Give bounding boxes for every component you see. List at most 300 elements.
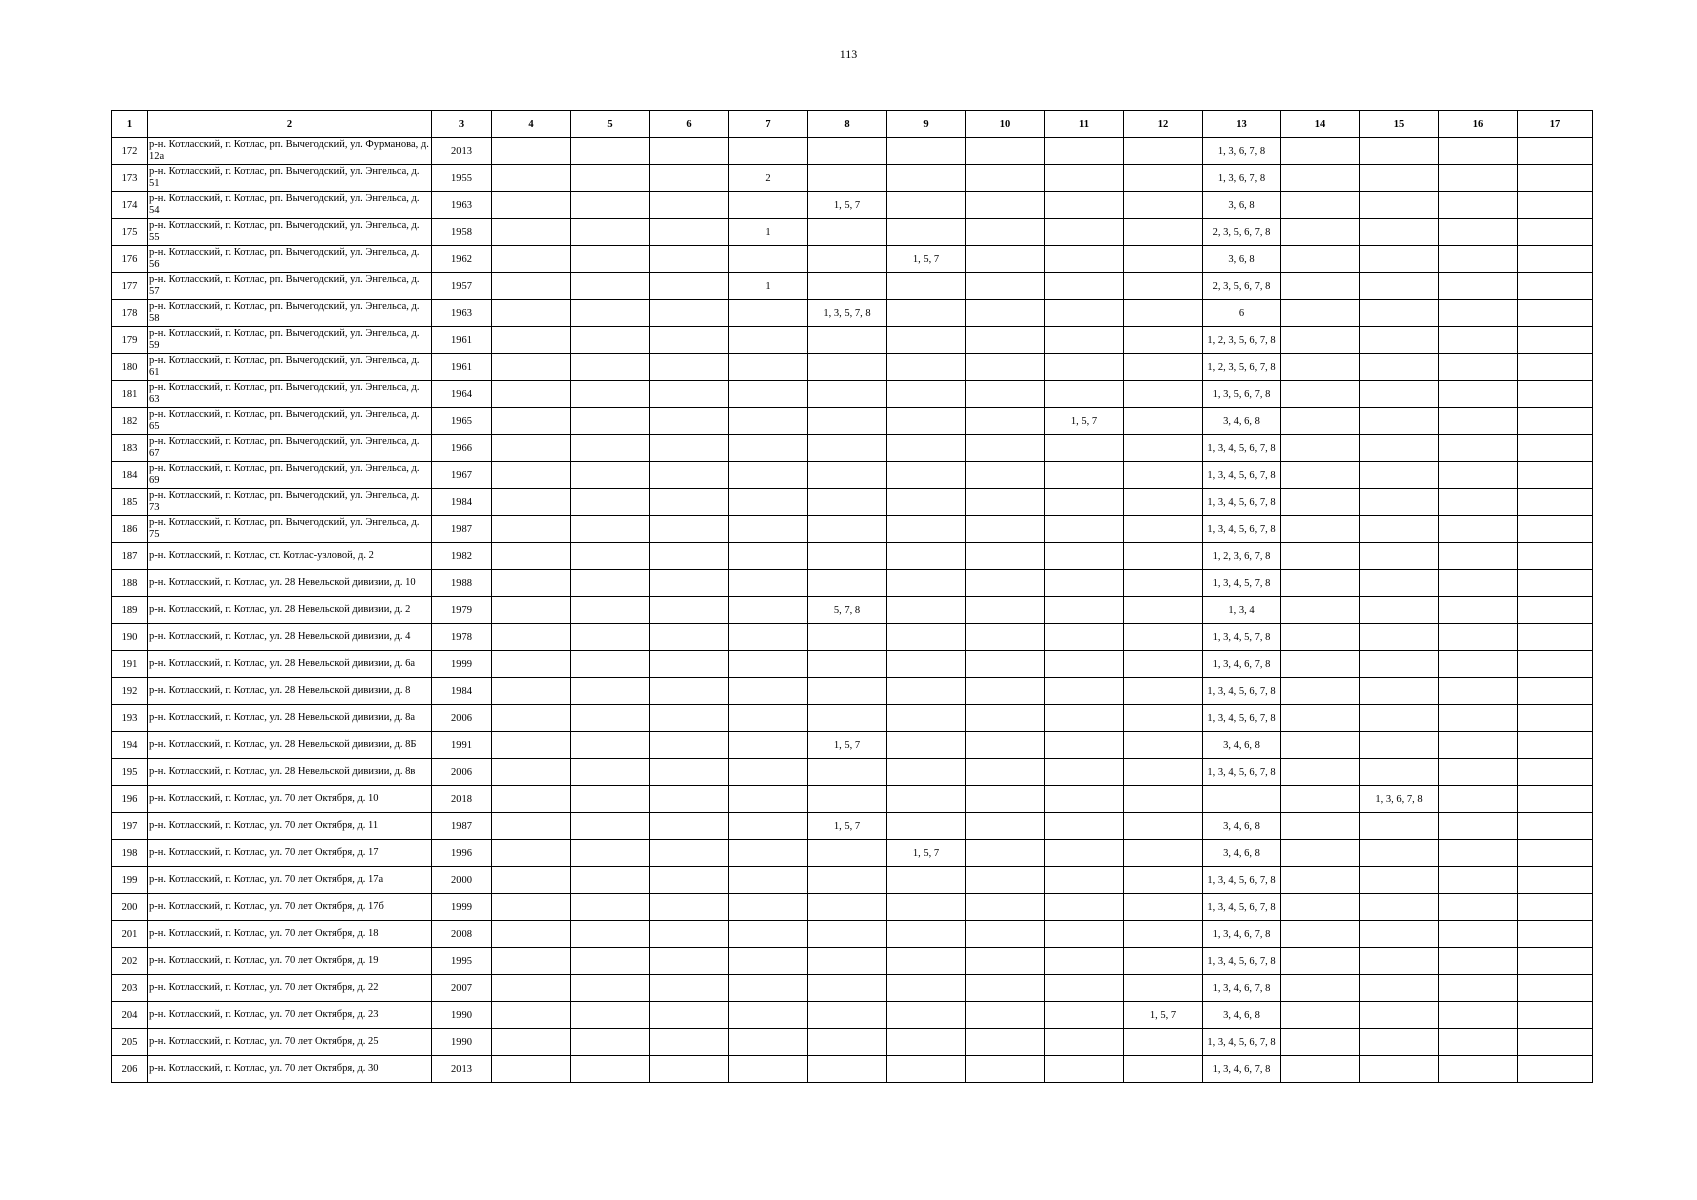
table-cell <box>808 354 887 381</box>
table-cell <box>729 975 808 1002</box>
table-row <box>112 894 1593 921</box>
table-cell <box>729 543 808 570</box>
column-header: 8 <box>808 111 887 138</box>
table-cell <box>808 435 887 462</box>
column-header: 11 <box>1045 111 1124 138</box>
table-cell <box>1281 894 1360 921</box>
table-cell <box>571 219 650 246</box>
table-cell <box>808 246 887 273</box>
table-cell <box>729 651 808 678</box>
table-cell: 1, 3, 4 <box>1203 597 1281 624</box>
year-cell: 1967 <box>432 462 492 489</box>
table-cell <box>1518 516 1593 543</box>
table-cell <box>1124 300 1203 327</box>
table-row <box>112 1029 1593 1056</box>
table-row <box>112 219 1593 246</box>
table-cell <box>1124 786 1203 813</box>
table-cell <box>729 678 808 705</box>
table-cell <box>1281 165 1360 192</box>
table-cell <box>1124 813 1203 840</box>
year-cell: 1999 <box>432 651 492 678</box>
table-cell <box>1045 219 1124 246</box>
table-cell <box>492 597 571 624</box>
table-cell <box>966 1056 1045 1083</box>
column-header: 1 <box>112 111 148 138</box>
table-cell <box>1518 894 1593 921</box>
table-cell <box>1439 570 1518 597</box>
table-cell <box>966 732 1045 759</box>
table-cell <box>571 867 650 894</box>
table-cell <box>1518 948 1593 975</box>
table-row <box>112 1002 1593 1029</box>
table-cell <box>571 462 650 489</box>
table-cell <box>887 489 966 516</box>
table-cell <box>571 1056 650 1083</box>
table-cell <box>808 327 887 354</box>
table-cell: 1, 2, 3, 5, 6, 7, 8 <box>1203 354 1281 381</box>
table-cell <box>492 138 571 165</box>
table-cell <box>1124 840 1203 867</box>
table-row <box>112 705 1593 732</box>
table-cell <box>966 381 1045 408</box>
table-row <box>112 570 1593 597</box>
table-cell <box>887 1056 966 1083</box>
table-cell <box>966 570 1045 597</box>
table-cell <box>1281 975 1360 1002</box>
column-header: 14 <box>1281 111 1360 138</box>
table-cell <box>571 624 650 651</box>
table-cell <box>966 813 1045 840</box>
table-cell <box>1281 138 1360 165</box>
table-cell <box>966 1002 1045 1029</box>
table-cell <box>492 1002 571 1029</box>
year-cell: 2013 <box>432 138 492 165</box>
table-cell <box>1124 1029 1203 1056</box>
table-cell <box>571 192 650 219</box>
address-cell: р-н. Котласский, г. Котлас, ул. 70 лет Октября, д. 10 <box>148 786 432 813</box>
table-cell <box>729 327 808 354</box>
table-cell <box>1281 1029 1360 1056</box>
column-header: 7 <box>729 111 808 138</box>
table-cell <box>571 138 650 165</box>
table-cell <box>650 624 729 651</box>
table-cell: 1, 2, 3, 5, 6, 7, 8 <box>1203 327 1281 354</box>
table-cell <box>650 327 729 354</box>
table-cell <box>571 813 650 840</box>
table-cell: 3, 4, 6, 8 <box>1203 1002 1281 1029</box>
table-cell: 3, 6, 8 <box>1203 246 1281 273</box>
table-cell <box>1360 840 1439 867</box>
row-number-cell: 183 <box>112 435 148 462</box>
table-cell <box>808 570 887 597</box>
table-cell <box>887 462 966 489</box>
table-cell <box>571 165 650 192</box>
table-cell <box>1281 678 1360 705</box>
table-row <box>112 597 1593 624</box>
table-cell <box>1045 300 1124 327</box>
table-cell <box>1518 273 1593 300</box>
table-cell: 1, 3, 6, 7, 8 <box>1203 138 1281 165</box>
table-cell <box>966 759 1045 786</box>
table-cell <box>492 246 571 273</box>
table-cell <box>650 948 729 975</box>
table-cell <box>650 651 729 678</box>
table-cell <box>808 1029 887 1056</box>
address-cell: р-н. Котласский, г. Котлас, ст. Котлас-узловой, д. 2 <box>148 543 432 570</box>
table-cell <box>650 1002 729 1029</box>
table-cell <box>1124 705 1203 732</box>
table-cell <box>966 543 1045 570</box>
table-cell <box>1360 894 1439 921</box>
table-cell <box>808 624 887 651</box>
address-cell: р-н. Котласский, г. Котлас, рп. Вычегодский, ул. Фурманова, д. 12а <box>148 138 432 165</box>
table-cell: 2 <box>729 165 808 192</box>
table-cell <box>1518 192 1593 219</box>
table-cell <box>887 624 966 651</box>
table-cell <box>966 1029 1045 1056</box>
table-cell <box>1439 462 1518 489</box>
table-cell: 1 <box>729 219 808 246</box>
table-row <box>112 165 1593 192</box>
table-cell: 1, 3, 4, 5, 7, 8 <box>1203 570 1281 597</box>
table-cell <box>1360 381 1439 408</box>
table-cell: 2, 3, 5, 6, 7, 8 <box>1203 273 1281 300</box>
table-cell <box>966 948 1045 975</box>
table-cell <box>571 948 650 975</box>
table-cell <box>1045 948 1124 975</box>
table-cell <box>492 921 571 948</box>
table-cell <box>492 894 571 921</box>
table-cell <box>492 462 571 489</box>
table-cell <box>492 867 571 894</box>
table-cell <box>1124 975 1203 1002</box>
table-cell <box>729 948 808 975</box>
table-cell <box>966 273 1045 300</box>
table-cell <box>808 1056 887 1083</box>
table-cell <box>1281 354 1360 381</box>
table-cell <box>1045 138 1124 165</box>
year-cell: 1957 <box>432 273 492 300</box>
table-cell <box>1281 381 1360 408</box>
table-cell: 1, 3, 4, 5, 6, 7, 8 <box>1203 948 1281 975</box>
table-cell: 6 <box>1203 300 1281 327</box>
table-cell <box>650 516 729 543</box>
table-cell <box>1124 327 1203 354</box>
table-cell <box>1439 678 1518 705</box>
table-cell <box>1439 381 1518 408</box>
table-cell <box>1439 597 1518 624</box>
table-cell <box>887 732 966 759</box>
table-cell <box>1439 165 1518 192</box>
table-cell: 1, 5, 7 <box>887 246 966 273</box>
table-cell <box>571 570 650 597</box>
table-row <box>112 786 1593 813</box>
row-number-cell: 181 <box>112 381 148 408</box>
table-cell <box>887 867 966 894</box>
table-cell <box>1045 678 1124 705</box>
table-cell <box>1045 786 1124 813</box>
table-cell <box>966 705 1045 732</box>
table-cell <box>1360 597 1439 624</box>
address-cell: р-н. Котласский, г. Котлас, ул. 70 лет Октября, д. 11 <box>148 813 432 840</box>
table-row <box>112 867 1593 894</box>
table-cell <box>1439 273 1518 300</box>
table-cell: 1, 3, 4, 5, 6, 7, 8 <box>1203 516 1281 543</box>
table-cell <box>887 570 966 597</box>
table-cell <box>966 489 1045 516</box>
table-cell <box>729 435 808 462</box>
table-cell: 1, 3, 4, 6, 7, 8 <box>1203 1056 1281 1083</box>
table-cell <box>1124 570 1203 597</box>
table-row <box>112 813 1593 840</box>
table-cell <box>650 138 729 165</box>
table-cell <box>1045 165 1124 192</box>
table-cell <box>492 354 571 381</box>
table-cell <box>492 192 571 219</box>
table-cell <box>1124 867 1203 894</box>
table-cell <box>650 921 729 948</box>
table-cell <box>1124 489 1203 516</box>
table-cell <box>1124 759 1203 786</box>
address-cell: р-н. Котласский, г. Котлас, ул. 70 лет Октября, д. 17 <box>148 840 432 867</box>
table-cell <box>887 705 966 732</box>
table-cell <box>887 786 966 813</box>
table-cell <box>887 192 966 219</box>
table-cell: 1, 5, 7 <box>808 732 887 759</box>
table-row <box>112 975 1593 1002</box>
table-cell <box>650 597 729 624</box>
table-cell <box>1360 354 1439 381</box>
table-cell <box>1439 624 1518 651</box>
table-cell <box>1360 1029 1439 1056</box>
row-number-cell: 197 <box>112 813 148 840</box>
row-number-cell: 177 <box>112 273 148 300</box>
table-cell: 1, 3, 4, 6, 7, 8 <box>1203 921 1281 948</box>
table-row <box>112 138 1593 165</box>
table-cell <box>1518 219 1593 246</box>
table-cell <box>492 219 571 246</box>
table-cell <box>650 381 729 408</box>
table-cell <box>729 246 808 273</box>
table-cell <box>492 840 571 867</box>
year-cell: 1963 <box>432 300 492 327</box>
address-cell: р-н. Котласский, г. Котлас, рп. Вычегодский, ул. Энгельса, д. 73 <box>148 489 432 516</box>
address-cell: р-н. Котласский, г. Котлас, ул. 70 лет Октября, д. 23 <box>148 1002 432 1029</box>
table-cell <box>571 354 650 381</box>
table-cell <box>650 489 729 516</box>
table-cell <box>729 894 808 921</box>
column-header: 4 <box>492 111 571 138</box>
table-cell <box>492 435 571 462</box>
table-cell <box>571 597 650 624</box>
table-cell <box>1518 975 1593 1002</box>
table-cell: 3, 4, 6, 8 <box>1203 813 1281 840</box>
table-cell <box>1360 300 1439 327</box>
table-cell <box>492 732 571 759</box>
table-cell <box>571 516 650 543</box>
table-cell <box>1045 435 1124 462</box>
table-cell <box>1281 624 1360 651</box>
year-cell: 2007 <box>432 975 492 1002</box>
table-cell: 1, 3, 4, 5, 6, 7, 8 <box>1203 705 1281 732</box>
table-cell <box>1439 1029 1518 1056</box>
table-cell <box>966 435 1045 462</box>
column-header: 2 <box>148 111 432 138</box>
table-cell <box>650 165 729 192</box>
table-cell <box>492 273 571 300</box>
table-cell <box>1124 948 1203 975</box>
table-cell <box>729 192 808 219</box>
table-cell <box>887 921 966 948</box>
table-cell <box>1281 921 1360 948</box>
table-cell: 3, 4, 6, 8 <box>1203 840 1281 867</box>
table-cell <box>1360 975 1439 1002</box>
row-number-cell: 187 <box>112 543 148 570</box>
table-cell <box>808 975 887 1002</box>
table-cell <box>1360 192 1439 219</box>
table-cell <box>571 435 650 462</box>
table-cell <box>650 462 729 489</box>
year-cell: 2013 <box>432 1056 492 1083</box>
table-cell <box>1360 219 1439 246</box>
row-number-cell: 176 <box>112 246 148 273</box>
table-cell <box>887 543 966 570</box>
table-cell <box>1045 462 1124 489</box>
table-cell <box>650 354 729 381</box>
table-cell: 1, 3, 4, 5, 7, 8 <box>1203 624 1281 651</box>
address-cell: р-н. Котласский, г. Котлас, ул. 28 Невельской дивизии, д. 10 <box>148 570 432 597</box>
table-cell <box>887 1029 966 1056</box>
row-number-cell: 206 <box>112 1056 148 1083</box>
table-cell <box>729 597 808 624</box>
table-cell: 1, 3, 4, 5, 6, 7, 8 <box>1203 894 1281 921</box>
table-cell <box>1124 732 1203 759</box>
table-cell <box>1281 246 1360 273</box>
table-cell: 3, 4, 6, 8 <box>1203 408 1281 435</box>
table-cell <box>808 543 887 570</box>
table-cell <box>966 651 1045 678</box>
column-header: 17 <box>1518 111 1593 138</box>
address-cell: р-н. Котласский, г. Котлас, рп. Вычегодский, ул. Энгельса, д. 51 <box>148 165 432 192</box>
table-cell <box>1124 921 1203 948</box>
address-cell: р-н. Котласский, г. Котлас, ул. 28 Невельской дивизии, д. 8 <box>148 678 432 705</box>
table-cell <box>1360 327 1439 354</box>
table-cell <box>1045 975 1124 1002</box>
table-row <box>112 435 1593 462</box>
table-cell <box>1045 894 1124 921</box>
table-cell <box>729 300 808 327</box>
table-cell <box>1045 840 1124 867</box>
table-cell <box>492 705 571 732</box>
row-number-cell: 189 <box>112 597 148 624</box>
table-cell <box>1045 597 1124 624</box>
table-cell: 1, 5, 7 <box>1124 1002 1203 1029</box>
table-cell <box>729 867 808 894</box>
table-cell <box>1124 408 1203 435</box>
table-cell: 1, 3, 4, 5, 6, 7, 8 <box>1203 759 1281 786</box>
table-cell <box>571 651 650 678</box>
row-number-cell: 185 <box>112 489 148 516</box>
table-row <box>112 192 1593 219</box>
address-cell: р-н. Котласский, г. Котлас, ул. 28 Невельской дивизии, д. 8в <box>148 759 432 786</box>
year-cell: 1955 <box>432 165 492 192</box>
table-row <box>112 300 1593 327</box>
table-cell <box>1281 867 1360 894</box>
table-cell <box>1281 1002 1360 1029</box>
table-row <box>112 759 1593 786</box>
row-number-cell: 192 <box>112 678 148 705</box>
table-cell <box>1045 354 1124 381</box>
table-cell <box>1518 651 1593 678</box>
table-cell <box>1439 354 1518 381</box>
table-cell <box>808 840 887 867</box>
table-cell <box>1045 273 1124 300</box>
table-row <box>112 678 1593 705</box>
table-cell <box>650 1029 729 1056</box>
address-cell: р-н. Котласский, г. Котлас, ул. 70 лет Октября, д. 18 <box>148 921 432 948</box>
table-cell <box>1439 786 1518 813</box>
table-cell <box>571 1002 650 1029</box>
year-cell: 1990 <box>432 1029 492 1056</box>
table-cell <box>650 759 729 786</box>
table-cell <box>808 705 887 732</box>
table-cell <box>650 975 729 1002</box>
table-cell <box>1045 246 1124 273</box>
address-cell: р-н. Котласский, г. Котлас, рп. Вычегодский, ул. Энгельса, д. 56 <box>148 246 432 273</box>
table-row <box>112 1056 1593 1083</box>
table-cell <box>1518 678 1593 705</box>
table-cell <box>1360 462 1439 489</box>
table-cell <box>887 948 966 975</box>
table-cell <box>808 165 887 192</box>
address-cell: р-н. Котласский, г. Котлас, ул. 28 Невельской дивизии, д. 8а <box>148 705 432 732</box>
address-cell: р-н. Котласский, г. Котлас, рп. Вычегодский, ул. Энгельса, д. 67 <box>148 435 432 462</box>
table-cell <box>729 408 808 435</box>
table-cell <box>1124 624 1203 651</box>
table-cell <box>650 867 729 894</box>
address-cell: р-н. Котласский, г. Котлас, ул. 70 лет Октября, д. 17а <box>148 867 432 894</box>
table-cell <box>1439 732 1518 759</box>
table-cell <box>887 381 966 408</box>
address-cell: р-н. Котласский, г. Котлас, ул. 28 Невельской дивизии, д. 4 <box>148 624 432 651</box>
table-cell <box>1124 678 1203 705</box>
table-cell <box>808 678 887 705</box>
table-cell <box>492 786 571 813</box>
table-cell <box>1439 840 1518 867</box>
table-row <box>112 921 1593 948</box>
year-cell: 1987 <box>432 813 492 840</box>
table-cell <box>1518 435 1593 462</box>
table-row <box>112 246 1593 273</box>
table-cell <box>1518 867 1593 894</box>
table-cell <box>808 651 887 678</box>
table-cell: 1, 3, 4, 5, 6, 7, 8 <box>1203 462 1281 489</box>
table-cell <box>492 327 571 354</box>
table-cell <box>1045 867 1124 894</box>
table-cell <box>966 678 1045 705</box>
table-cell <box>729 381 808 408</box>
year-cell: 1987 <box>432 516 492 543</box>
table-cell <box>887 651 966 678</box>
table-cell <box>1124 354 1203 381</box>
table-cell <box>1518 921 1593 948</box>
table-cell <box>729 1029 808 1056</box>
table-cell <box>1124 435 1203 462</box>
table-cell <box>1439 327 1518 354</box>
table-row <box>112 489 1593 516</box>
table-cell <box>650 435 729 462</box>
table-cell: 1, 3, 4, 5, 6, 7, 8 <box>1203 1029 1281 1056</box>
